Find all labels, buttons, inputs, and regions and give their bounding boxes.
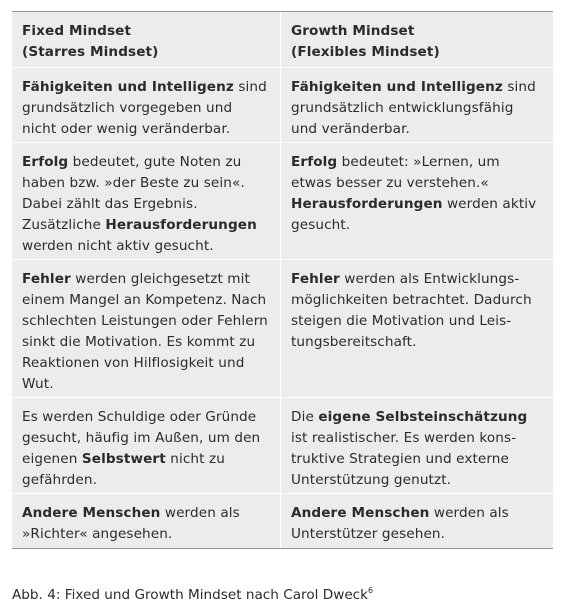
cell-text: sind grundsätzlich entwicklungsfähig und veränderbar. [291,79,536,137]
growth-cell [281,494,553,548]
cell-text: bedeutet, gute Noten zu haben bzw. »der Beste zu sein«. Dabei zählt das Ergebnis. Zusätzliche [22,154,245,233]
fixed-cell [12,143,281,259]
cell-text: nicht zu gefährden. [22,451,225,488]
bold-term: Herausforderungen [105,217,257,233]
bold-term: Herausforderungen [291,196,443,212]
table-row [12,142,553,259]
growth-cell [281,143,553,259]
cell-text: Die [291,409,319,425]
cell-text: Es werden Schuldige oder Gründe gesucht, häufig im Außen, um den eigenen [22,409,261,467]
header-right-subtitle: (Flexibles Mindset) [291,44,440,60]
bold-term: Fehler [291,271,340,287]
header-left-title: Fixed Mindset [22,23,132,39]
bold-term: Selbstwert [81,451,166,467]
fixed-cell [12,494,281,548]
table-row [12,397,553,493]
header-growth-mindset [281,12,553,67]
cell-text: werden als Unterstützer gesehen. [291,505,509,542]
cell-text: werden nicht aktiv gesucht. [22,238,214,254]
bold-term: Fähigkeiten und Intelligenz [22,79,234,95]
table-row [12,259,553,397]
cell-text: werden gleichgesetzt mit einem Mangel an Kompetenz. Nach schlechten Leistungen oder Fehlern sinkt die Motivation. Es kommt zu Reaktionen von Hilflosigkeit und Wut. [22,271,268,392]
bold-term: Andere Menschen [291,505,430,521]
cell-text: werden aktiv gesucht. [291,196,537,233]
growth-cell [281,68,553,142]
bold-term: Erfolg [291,154,338,170]
header-fixed-mindset [12,12,281,67]
caption-text: Abb. 4: Fixed und Growth Mindset nach Carol Dweck [12,587,369,603]
fixed-cell [12,68,281,142]
cell-text: werden als »Richter« angesehen. [22,505,240,542]
fixed-cell [12,260,281,397]
growth-cell [281,398,553,493]
table-row [12,67,553,142]
cell-text: bedeutet: »Lernen, um etwas besser zu verstehen.« [291,154,500,191]
bold-term: Erfolg [22,154,69,170]
header-right-title: Growth Mindset [291,23,415,39]
fixed-cell [12,398,281,493]
growth-cell [281,260,553,397]
figure-caption [12,582,373,604]
cell-text: werden als Entwicklungsmöglichkeiten betrachtet. Dadurch steigen die Motivation und Leistungsbereitschaft. [291,271,532,350]
table-header-row [12,12,553,67]
bold-term: eigene Selbsteinschätzung [318,409,528,425]
mindset-comparison-table [12,11,553,549]
header-left-subtitle: (Starres Mindset) [22,44,159,60]
bold-term: Fehler [22,271,71,287]
footnote-marker: 6 [368,586,374,595]
cell-text: sind grundsätzlich vorgegeben und nicht oder wenig veränderbar. [22,79,267,137]
bold-term: Fähigkeiten und Intelligenz [291,79,503,95]
bold-term: Andere Menschen [22,505,161,521]
table-row [12,493,553,548]
cell-text: ist realistischer. Es werden konstruktive Strategien und externe Unterstützung genutzt. [291,430,517,488]
